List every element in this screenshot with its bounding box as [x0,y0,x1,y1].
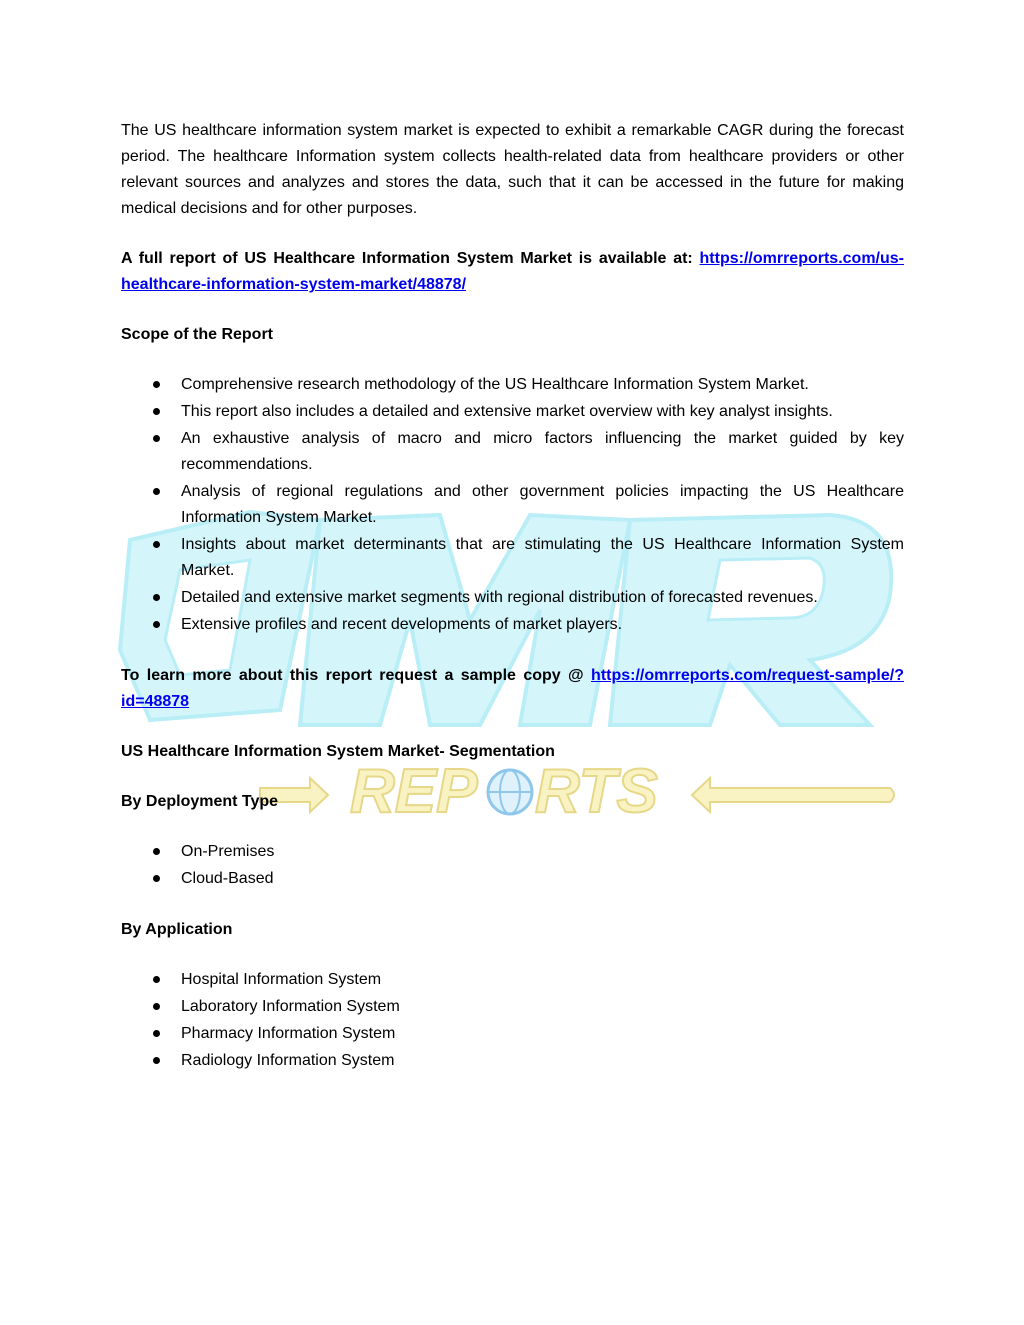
sample-paragraph [121,663,904,715]
list-item: Cloud-Based [121,866,904,892]
list-item: Radiology Information System [121,1048,904,1074]
bullet-icon [153,381,160,388]
document-body [121,118,904,1075]
bullet-icon [153,541,160,548]
application-heading: By Application [121,921,233,938]
list-item: Hospital Information System [121,967,904,993]
list-item: On-Premises [121,839,904,865]
full-report-paragraph [121,246,904,298]
brand-text-right: RTS [535,757,658,826]
sample-link[interactable]: https://omrreports.com/request-sample/?id=48878 [121,667,904,710]
list-item: Laboratory Information System [121,994,904,1020]
list-item: Extensive profiles and recent developments of market players. [121,612,904,638]
bullet-icon [153,1030,160,1037]
bullet-icon [153,488,160,495]
brand-text-left: REP [350,757,478,826]
bullet-icon [153,848,160,855]
segmentation-heading: US Healthcare Information System Market- Segmentation [121,743,555,760]
bullet-icon [153,621,160,628]
scope-list [121,372,904,638]
bullet-icon [153,1057,160,1064]
list-item: Insights about market determinants that are stimulating the US Healthcare Information System Market. [121,532,904,584]
application-list [121,967,904,1074]
bullet-icon [153,594,160,601]
scope-heading: Scope of the Report [121,326,274,343]
bullet-icon [153,1003,160,1010]
list-item: An exhaustive analysis of macro and micro factors influencing the market guided by key recommendations. [121,426,904,478]
list-item: Pharmacy Information System [121,1021,904,1047]
full-report-text: A full report of US Healthcare Information System Market is available at: [121,250,700,267]
bullet-icon [153,976,160,983]
bullet-icon [153,875,160,882]
intro-paragraph: The US healthcare information system market is expected to exhibit a remarkable CAGR during the forecast period. The healthcare Information system collects health-related data from healthcare providers or other relevant sources and analyzes and stores the data, such that it can be accessed in the future for making medical decisions and for other purposes. [121,122,904,217]
full-report-link[interactable]: https://omrreports.com/us-healthcare-information-system-market/48878/ [121,250,904,293]
list-item: Comprehensive research methodology of the US Healthcare Information System Market. [121,372,904,398]
deployment-list [121,839,904,892]
bullet-icon [153,435,160,442]
list-item: Analysis of regional regulations and other government policies impacting the US Healthcare Information System Market. [121,479,904,531]
list-item: Detailed and extensive market segments with regional distribution of forecasted revenues. [121,585,904,611]
sample-text: To learn more about this report request a sample copy @ [121,667,592,684]
deployment-heading: By Deployment Type [121,793,279,810]
list-item: This report also includes a detailed and extensive market overview with key analyst insights. [121,399,904,425]
bullet-icon [153,408,160,415]
